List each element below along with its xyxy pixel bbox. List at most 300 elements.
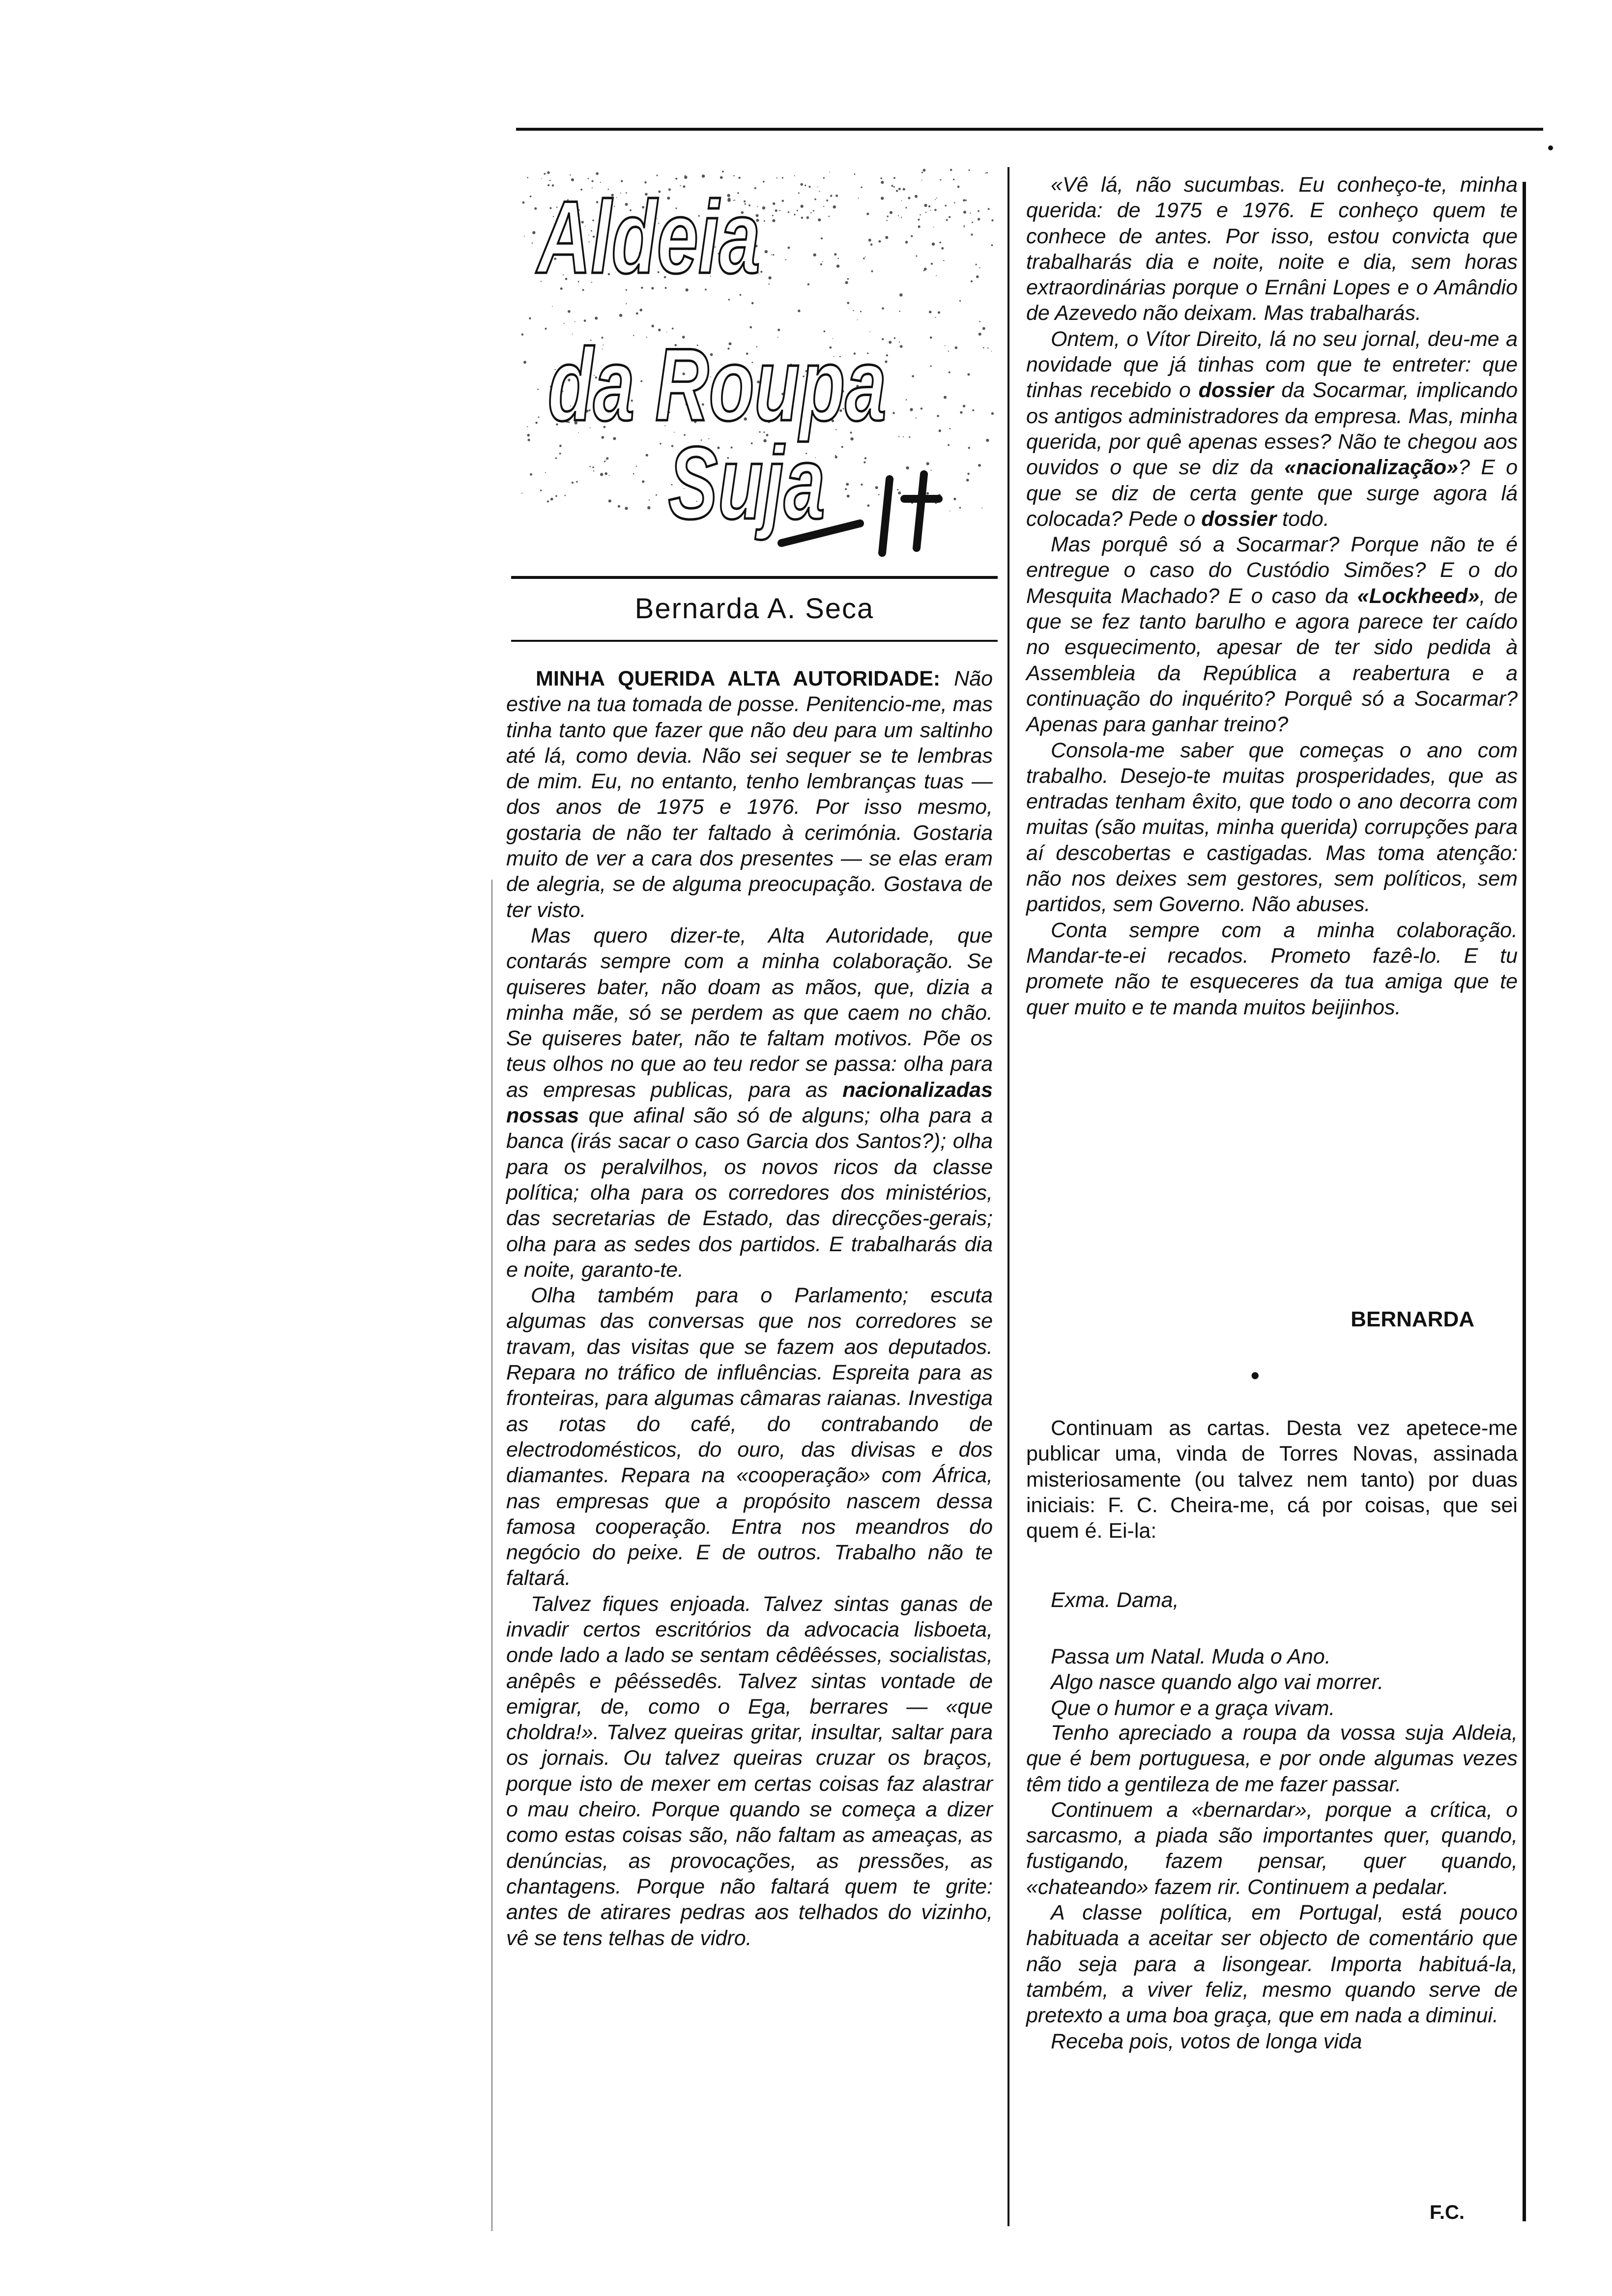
speckle bbox=[936, 198, 937, 199]
speckle bbox=[991, 351, 992, 352]
text-run: da Socarmar, implicando os antigos administradores da empresa. Mas, minha querida, por quê apenas esses? Não te chegou aos ouvidos o que se diz da bbox=[1026, 378, 1518, 480]
speckle bbox=[971, 280, 973, 282]
speckle bbox=[600, 473, 603, 476]
speckle bbox=[905, 207, 907, 208]
speckle bbox=[576, 481, 577, 483]
speckle bbox=[819, 191, 820, 192]
speckle bbox=[592, 466, 594, 468]
speckle bbox=[524, 236, 525, 237]
bold-text: nacionalizadas nossas bbox=[506, 1078, 993, 1128]
speckle bbox=[733, 175, 735, 176]
speckle bbox=[847, 302, 849, 304]
speckle bbox=[636, 312, 638, 315]
speckle bbox=[801, 217, 803, 219]
speckle bbox=[765, 250, 768, 253]
speckle bbox=[564, 323, 565, 324]
speckle bbox=[593, 470, 594, 471]
speckle bbox=[540, 489, 542, 491]
speckle bbox=[908, 197, 910, 199]
letter-salutation: Exma. Dama, bbox=[1051, 1588, 1179, 1612]
speckle bbox=[604, 460, 605, 462]
speckle bbox=[822, 261, 823, 262]
text-run: Ontem, o Vítor Direito, lá no seu jornal, deu-me a novidade que já tinhas com que te entreter: que tinhas recebido o bbox=[1026, 327, 1518, 402]
speckle bbox=[916, 255, 917, 257]
speckle bbox=[896, 190, 898, 192]
speckle bbox=[871, 270, 873, 272]
speckle bbox=[529, 317, 531, 319]
paragraph bbox=[1026, 918, 1518, 1020]
speckle bbox=[988, 208, 990, 210]
right-column-letter bbox=[1026, 172, 1518, 1020]
speckle bbox=[906, 466, 909, 469]
paragraph bbox=[1026, 738, 1518, 918]
speckle bbox=[934, 209, 937, 211]
paragraph bbox=[1026, 1797, 1518, 1900]
speckle bbox=[820, 263, 822, 265]
speckle bbox=[978, 210, 979, 212]
speckle bbox=[552, 306, 553, 307]
speckle bbox=[656, 174, 658, 176]
speckle bbox=[893, 186, 895, 188]
speckle bbox=[857, 319, 858, 320]
speckle bbox=[608, 475, 609, 476]
speckle bbox=[946, 219, 948, 221]
speckle bbox=[959, 507, 961, 509]
speckle bbox=[894, 337, 896, 339]
corner-mark bbox=[1548, 145, 1553, 150]
speckle bbox=[964, 225, 965, 226]
speckle bbox=[537, 389, 539, 390]
speckle bbox=[589, 466, 591, 467]
speckle bbox=[805, 185, 806, 186]
speckle bbox=[639, 309, 642, 312]
speckle bbox=[817, 187, 818, 188]
speckle bbox=[953, 179, 954, 180]
text-run: Continuem a «bernardar», porque a crítica, o sarcasmo, a piada são importantes quer, quando, fustigando, fazem pensar, quer quando, «chateando» fazem rir. Continuem a pedalar. bbox=[1026, 1798, 1518, 1899]
speckle bbox=[863, 258, 864, 259]
speckle bbox=[906, 399, 907, 401]
speckle bbox=[821, 237, 823, 239]
speckle bbox=[971, 233, 973, 235]
speckle bbox=[963, 226, 965, 228]
speckle bbox=[836, 264, 840, 268]
speckle bbox=[633, 473, 634, 474]
speckle bbox=[864, 461, 865, 463]
speckle bbox=[970, 213, 971, 214]
speckle bbox=[918, 226, 921, 228]
paragraph bbox=[1026, 326, 1518, 532]
intro-paragraph: Continuam as cartas. Desta vez apetece-me publicar uma, vinda de Torres Novas, assinada misteriosamente (ou talvez nem tanto) por duas iniciais: F. C. Cheira-me, cá por coisas, que sei quem é. Ei-la: bbox=[1026, 1416, 1518, 1543]
speckle bbox=[882, 307, 884, 310]
speckle bbox=[967, 373, 970, 375]
speckle bbox=[949, 372, 950, 373]
speckle bbox=[782, 200, 784, 202]
speckle bbox=[986, 172, 988, 173]
speckle bbox=[926, 462, 929, 465]
speckle bbox=[656, 494, 657, 496]
speckle bbox=[986, 439, 989, 442]
paragraph bbox=[1026, 532, 1518, 737]
speckle bbox=[935, 317, 936, 318]
speckle bbox=[968, 447, 970, 449]
speckle bbox=[771, 255, 772, 256]
text-run: que afinal são só de alguns; olha para a banca (irás sacar o caso Garcia dos Santos?); olha para os peralvilhos, os novos ricos da classe política; olha para os corredores dos ministérios, das secretarias de Estado, das direcções-gerais; olha para as sedes dos partidos. E trabalharás dia e noite, garanto-te. bbox=[506, 1104, 993, 1282]
speckle bbox=[953, 498, 956, 500]
speckle bbox=[828, 216, 830, 217]
speckle bbox=[889, 341, 892, 344]
speckle bbox=[738, 177, 740, 179]
speckle bbox=[978, 218, 980, 220]
signature-fc: F.C. bbox=[1429, 2202, 1465, 2223]
speckle bbox=[912, 375, 914, 377]
speckle bbox=[814, 199, 816, 201]
speckle bbox=[835, 456, 837, 458]
speckle bbox=[608, 499, 611, 502]
speckle bbox=[522, 201, 525, 204]
text-run: , de que se fez tanto barulho e agora parece ter caído no esquecimento, apesar de ter sido pedida à Assembleia da República a reabertura e a continuação do inquérito? Porquê só a Socarmar? Apenas para ganhar treino? bbox=[1026, 584, 1518, 737]
speckle bbox=[948, 444, 950, 446]
speckle bbox=[763, 181, 765, 183]
speckle bbox=[772, 219, 775, 222]
speckle bbox=[897, 489, 898, 490]
speckle bbox=[949, 216, 950, 218]
letter-poem bbox=[1051, 1644, 1518, 1721]
text-run: Receba pois, votos de longa vida bbox=[1051, 2029, 1362, 2053]
speckle bbox=[898, 436, 899, 437]
speckle bbox=[806, 216, 809, 219]
speckle bbox=[660, 443, 662, 445]
speckle bbox=[564, 495, 566, 496]
speckle bbox=[881, 197, 884, 200]
text-run: Mas quero dizer-te, Alta Autoridade, que contarás sempre com a minha colaboração. Se quiseres bater, não doam as mãos, que, dizia a minha mãe, só se perdem as que caem no chão. Se quiseres bater, não te faltam motivos. Põe os teus olhos no que ao teu redor se passa: olha para as empresas publicas, para as bbox=[506, 923, 993, 1102]
speckle bbox=[966, 479, 969, 482]
speckle bbox=[910, 408, 913, 411]
speckle bbox=[903, 188, 905, 190]
speckle bbox=[960, 411, 962, 414]
speckle bbox=[813, 210, 814, 211]
speckle bbox=[527, 177, 528, 178]
speckle bbox=[826, 200, 828, 201]
speckle bbox=[933, 227, 934, 228]
speckle bbox=[923, 169, 926, 172]
speckle bbox=[887, 215, 889, 217]
right-border bbox=[1523, 182, 1526, 2221]
speckle bbox=[931, 470, 932, 471]
speckle bbox=[646, 454, 648, 457]
speckle bbox=[963, 199, 965, 201]
speckle bbox=[801, 205, 804, 208]
speckle bbox=[911, 235, 913, 237]
speckle bbox=[861, 186, 862, 188]
signature-bernarda: BERNARDA bbox=[1351, 1307, 1474, 1331]
bold-text: «Lockheed» bbox=[1357, 584, 1480, 608]
text-run: ? E o que se diz de certa gente que surge agora lá colocada? Pede o bbox=[1026, 456, 1518, 531]
speckle bbox=[957, 186, 960, 188]
bold-text: «nacionalização» bbox=[1284, 456, 1459, 480]
speckle bbox=[847, 494, 850, 497]
left-border bbox=[491, 880, 492, 2231]
speckle bbox=[903, 436, 904, 437]
speckle bbox=[923, 270, 925, 271]
speckle bbox=[937, 415, 939, 417]
speckle bbox=[768, 276, 771, 279]
speckle bbox=[954, 202, 955, 203]
speckle bbox=[779, 210, 780, 211]
speckle bbox=[955, 346, 958, 349]
speckle bbox=[926, 492, 929, 494]
text-run: Consola-me saber que começas o ano com trabalho. Desejo-te muitas prosperidades, que as entradas tenham êxito, que todo o ano decorra com muitas (são muitas, minha querida) corrupções para aí descobertas e castigadas. Mas toma atenção: não nos deixes sem gestores, sem políticos, sem partidos, sem Governo. Não abuses. bbox=[1026, 738, 1518, 917]
speckle bbox=[892, 412, 895, 414]
title-bottom-rule bbox=[511, 576, 998, 579]
speckle bbox=[834, 253, 836, 256]
speckle bbox=[625, 507, 628, 510]
speckle bbox=[626, 303, 627, 304]
speckle bbox=[854, 173, 856, 175]
speckle bbox=[925, 212, 926, 213]
speckle bbox=[880, 177, 882, 179]
speckle bbox=[532, 242, 533, 243]
speckle bbox=[823, 177, 825, 178]
speckle bbox=[535, 422, 537, 424]
speckle bbox=[596, 172, 599, 175]
letter-salutation-block bbox=[1026, 1587, 1518, 1613]
speckle bbox=[893, 177, 895, 179]
speckle bbox=[521, 492, 522, 493]
speckle bbox=[810, 212, 812, 214]
speckle bbox=[905, 241, 908, 244]
speckle bbox=[547, 500, 549, 502]
speckle bbox=[572, 482, 574, 484]
speckle bbox=[521, 333, 523, 335]
speckle bbox=[835, 455, 836, 457]
speckle bbox=[846, 483, 849, 486]
speckle bbox=[972, 409, 974, 411]
speckle bbox=[881, 181, 884, 184]
speckle bbox=[702, 174, 705, 178]
speckle bbox=[555, 495, 557, 497]
speckle bbox=[832, 195, 833, 196]
speckle bbox=[722, 171, 724, 172]
speckle bbox=[532, 231, 535, 234]
speckle bbox=[886, 220, 888, 221]
speckle bbox=[775, 209, 777, 212]
speckle bbox=[861, 484, 863, 486]
speckle bbox=[898, 188, 901, 190]
speckle bbox=[938, 311, 940, 314]
speckle bbox=[945, 205, 947, 207]
text-run: Tenho apreciado a roupa da vossa suja Aldeia, que é bem portuguesa, e por onde algumas vezes têm tido a gentileza de me fazer passar. bbox=[1026, 1721, 1518, 1796]
speckle bbox=[878, 494, 880, 495]
speckle bbox=[941, 247, 944, 250]
speckle bbox=[550, 498, 553, 501]
speckle bbox=[545, 472, 546, 473]
speckle bbox=[568, 310, 571, 313]
speckle bbox=[930, 365, 932, 367]
speckle bbox=[794, 175, 795, 176]
speckle bbox=[559, 445, 562, 447]
paragraph bbox=[506, 1591, 993, 1951]
speckle bbox=[901, 200, 902, 201]
speckle bbox=[963, 211, 966, 214]
speckle bbox=[864, 457, 866, 459]
speckle bbox=[813, 253, 816, 256]
speckle bbox=[909, 436, 910, 438]
speckle bbox=[936, 275, 937, 276]
speckle bbox=[853, 310, 854, 311]
speckle bbox=[728, 299, 729, 300]
speckle bbox=[773, 202, 775, 205]
speckle bbox=[940, 179, 941, 180]
speckle bbox=[523, 361, 526, 364]
speckle bbox=[636, 465, 637, 466]
speckle bbox=[797, 210, 798, 211]
speckle bbox=[965, 200, 967, 201]
speckle bbox=[555, 458, 557, 459]
speckle bbox=[901, 217, 902, 218]
speckle bbox=[878, 240, 881, 243]
speckle bbox=[604, 472, 607, 475]
speckle bbox=[924, 204, 927, 207]
speckle bbox=[959, 300, 961, 302]
speckle bbox=[890, 211, 892, 214]
column-logo bbox=[516, 160, 998, 568]
speckle bbox=[921, 172, 923, 173]
bold-text: dossier bbox=[1198, 378, 1274, 402]
text-run: «Vê lá, não sucumbas. Eu conheço-te, minha querida: de 1975 e 1976. E conheço quem te conhece de antes. Por isso, estou convicta que trabalharás dia e noite, noite e dia, sem horas extraordinárias porque o Ernâni Lopes e o Amândio de Azevedo não deixam. Mas trabalharás. bbox=[1026, 173, 1518, 325]
speckle bbox=[865, 257, 866, 258]
speckle bbox=[916, 417, 917, 418]
speckle bbox=[527, 434, 530, 437]
separator-bullet: • bbox=[1251, 1362, 1260, 1389]
text-run: todo. bbox=[1276, 507, 1329, 531]
speckle bbox=[751, 302, 754, 305]
top-rule bbox=[516, 128, 1543, 131]
speckle bbox=[845, 488, 847, 490]
speckle bbox=[833, 205, 836, 208]
speckle bbox=[794, 214, 795, 215]
speckle bbox=[915, 195, 918, 198]
speckle bbox=[818, 218, 821, 221]
speckle bbox=[930, 337, 932, 339]
text-run: Mas porquê só a Socarmar? Porque não te é entregue o caso do Custódio Simões? E o do Mesquita Machado? E o caso da bbox=[1026, 533, 1518, 608]
speckle bbox=[527, 426, 528, 427]
speckle bbox=[978, 464, 981, 467]
speckle bbox=[935, 199, 936, 200]
speckle bbox=[991, 244, 993, 246]
text-run: A classe política, em Portugal, está pouco habituada a aceitar ser objecto de comentário que não seja para a lisongear. Importa habituá-la, também, a viver feliz, mesmo quando serve de pretexto a uma boa graça, que em nada a diminui. bbox=[1026, 1901, 1518, 2028]
speckle bbox=[845, 281, 848, 284]
bold-text: dossier bbox=[1201, 507, 1277, 531]
speckle bbox=[898, 491, 901, 494]
speckle bbox=[847, 278, 849, 280]
speckle bbox=[979, 333, 981, 336]
speckle bbox=[945, 345, 946, 346]
speckle bbox=[866, 213, 869, 215]
speckle bbox=[929, 311, 932, 314]
speckle bbox=[930, 210, 931, 211]
speckle bbox=[963, 405, 965, 407]
speckle bbox=[788, 211, 790, 213]
speckle bbox=[891, 185, 893, 187]
intro-text bbox=[1026, 1415, 1518, 1544]
poem-line: Passa um Natal. Muda o Ano. bbox=[1051, 1645, 1331, 1668]
byline: Bernarda A. Seca bbox=[634, 593, 874, 625]
text-run: Não estive na tua tomada de posse. Penitencio-me, mas tinha tanto que fazer que não deu para um saltinho até lá, como devia. Não sei sequer se te lembras de mim. Eu, no entanto, tenho lembranças tuas — dos anos de 1975 e 1976. Por isso mesmo, gostaria de não ter faltado à cerimónia. Gostaria muito de ver a cara dos presentes — se elas eram de alegria, se de alguma preocupação. Gostava de ter visto. bbox=[506, 667, 993, 922]
speckle bbox=[985, 172, 986, 173]
speckle bbox=[619, 314, 622, 317]
speckle bbox=[605, 459, 606, 460]
speckle bbox=[981, 508, 982, 509]
speckle bbox=[841, 446, 843, 448]
speckle bbox=[547, 171, 550, 174]
speckle bbox=[860, 311, 862, 312]
speckle bbox=[875, 486, 878, 489]
speckle bbox=[584, 319, 586, 322]
speckle bbox=[979, 267, 980, 268]
speckle bbox=[858, 198, 859, 199]
speckle bbox=[976, 275, 979, 278]
speckle bbox=[545, 328, 547, 330]
speckle bbox=[534, 207, 537, 210]
speckle bbox=[798, 310, 801, 313]
poem-line: Algo nasce quando algo vai morrer. bbox=[1051, 1670, 1384, 1694]
speckle bbox=[642, 480, 644, 483]
speckle bbox=[943, 260, 944, 261]
speckle bbox=[772, 215, 774, 216]
speckle bbox=[979, 321, 980, 322]
speckle bbox=[991, 219, 993, 221]
speckle bbox=[764, 220, 765, 222]
paragraph bbox=[1026, 1900, 1518, 2028]
speckle bbox=[900, 345, 903, 348]
paragraph bbox=[1026, 172, 1518, 326]
speckle bbox=[928, 205, 930, 207]
speckle bbox=[920, 214, 921, 216]
speckle bbox=[808, 186, 810, 188]
paragraph bbox=[506, 666, 993, 923]
left-column bbox=[506, 666, 993, 1951]
speckle bbox=[768, 284, 769, 285]
speckle bbox=[967, 473, 970, 475]
speckle bbox=[528, 439, 530, 441]
speckle bbox=[899, 342, 900, 343]
speckle bbox=[918, 219, 920, 221]
poem-line: Que o humor e a graça vivam. bbox=[1051, 1696, 1335, 1720]
speckle bbox=[684, 176, 687, 179]
speckle bbox=[788, 247, 790, 249]
paragraph bbox=[1026, 1720, 1518, 1797]
speckle bbox=[921, 180, 922, 181]
speckle bbox=[720, 176, 723, 179]
speckle bbox=[987, 347, 988, 348]
speckle bbox=[762, 206, 765, 209]
speckle bbox=[647, 506, 650, 509]
title-line-1: Aldeia bbox=[537, 179, 760, 295]
salutation-heading: MINHA QUERIDA ALTA AUTORIDADE: bbox=[536, 667, 941, 690]
text-run: Olha também para o Parlamento; escuta algumas das conversas que nos corredores se travam, das visitas que se fazem aos deputados. Repara no tráfico de influências. Espreita para as fronteiras, para algumas câmaras raianas. Investiga as rotas do café, do contrabando de electrodomésticos, do ouro, das divisas e dos diamantes. Repara na «cooperação» com África, nas empresas que a propósito nascem dessa famosa cooperação. Entra nos meandros do negócio do peixe. E de outros. Trabalho não te faltará. bbox=[506, 1284, 993, 1590]
speckle bbox=[530, 473, 532, 476]
speckle bbox=[760, 271, 762, 273]
speckle bbox=[807, 283, 809, 285]
speckle bbox=[931, 263, 933, 265]
column-divider bbox=[1008, 167, 1009, 2226]
speckle bbox=[950, 169, 952, 171]
speckle bbox=[983, 347, 984, 348]
speckle bbox=[798, 192, 800, 194]
speckle bbox=[885, 236, 888, 239]
speckle bbox=[823, 206, 824, 207]
speckle bbox=[991, 412, 994, 415]
